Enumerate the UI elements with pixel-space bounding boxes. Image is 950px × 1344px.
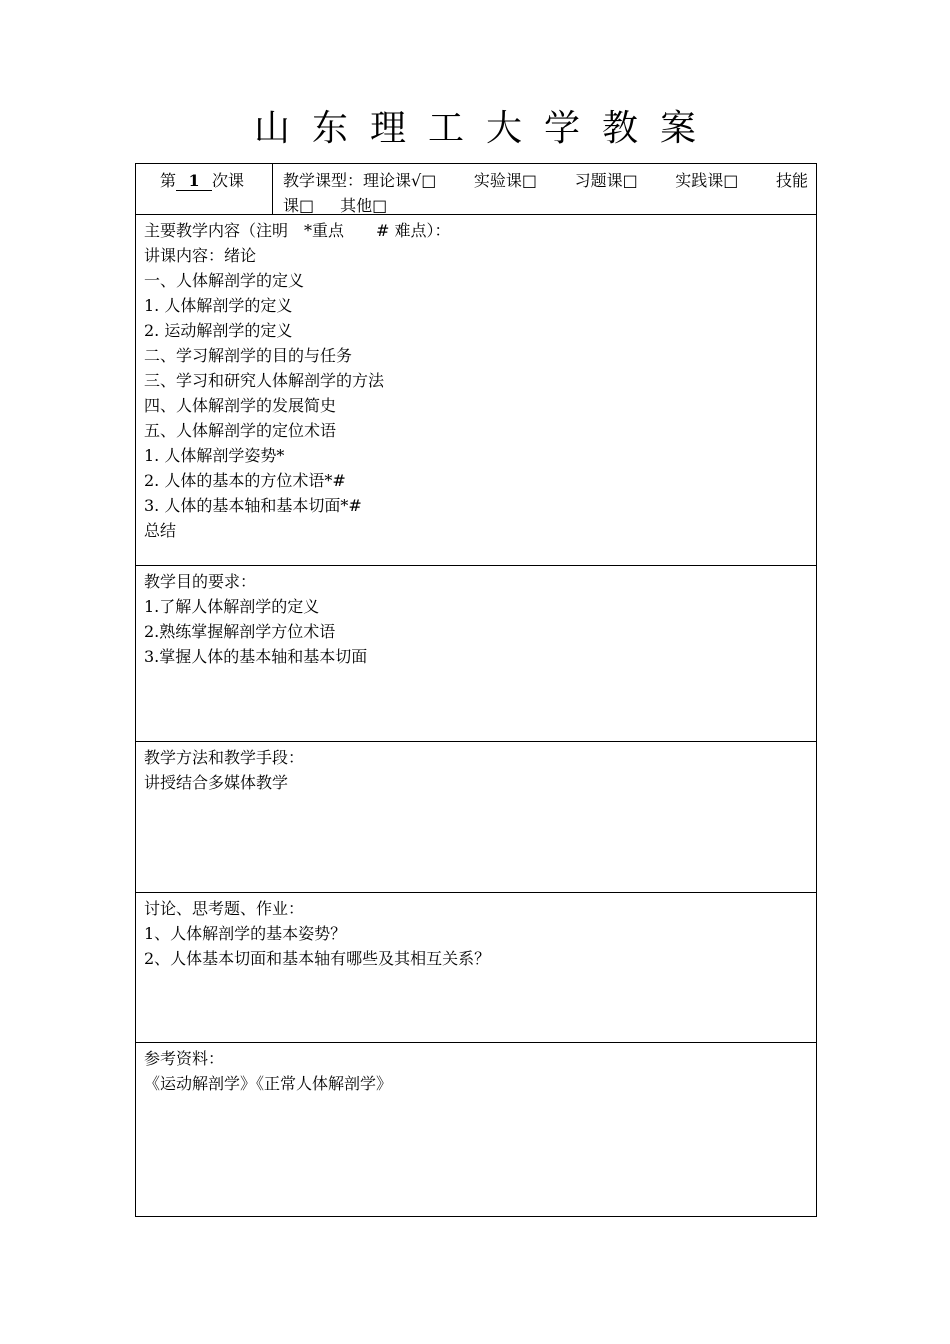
course-type-exercise: 习题课□ [574, 171, 638, 190]
section-heading: 讨论、思考题、作业： [144, 899, 305, 918]
content-line: 3.掌握人体的基本轴和基本切面 [144, 647, 368, 666]
course-type-lab: 实验课□ [473, 171, 538, 190]
lesson-plan-table [135, 163, 817, 1217]
content-line: 1. 人体解剖学的定义 [144, 296, 293, 315]
course-type-line-1 [283, 168, 808, 193]
section-heading: 主要教学内容（注明 *重点 # 难点）： [144, 221, 451, 240]
lesson-suffix: 次课 [212, 171, 245, 190]
content-line: 1、人体解剖学的基本姿势？ [144, 924, 347, 943]
content-line: 《运动解剖学》《正常人体解剖学》 [144, 1074, 393, 1093]
content-line: 2. 人体的基本的方位术语*# [144, 471, 346, 490]
content-line: 总结 [144, 521, 177, 540]
course-type-practice: 实践课□ [675, 171, 739, 190]
objectives-section [136, 565, 816, 741]
content-line: 2. 运动解剖学的定义 [144, 321, 293, 340]
content-line: 五、人体解剖学的定位术语 [144, 421, 337, 440]
section-heading: 教学方法和教学手段： [144, 748, 305, 767]
document-title: 山东理工大学教案 [253, 108, 718, 149]
content-line: 2.熟练掌握解剖学方位术语 [144, 622, 336, 641]
content-line: 1. 人体解剖学姿势* [144, 446, 285, 465]
course-type-other: 其他□ [340, 196, 388, 215]
discussion-section [136, 892, 816, 1042]
content-line: 一、人体解剖学的定义 [144, 271, 305, 290]
methods-section [136, 741, 816, 892]
course-type-theory: 理论课√□ [363, 171, 437, 190]
lesson-prefix: 第 [160, 171, 177, 190]
lesson-number: 1 [176, 172, 212, 191]
content-line: 1.了解人体解剖学的定义 [144, 597, 320, 616]
content-line: 三、学习和研究人体解剖学的方法 [144, 371, 385, 390]
content-line: 讲课内容：绪论 [144, 246, 257, 265]
references-section [136, 1042, 816, 1216]
course-type-label: 教学课型： [283, 171, 364, 190]
section-heading: 参考资料： [144, 1049, 225, 1068]
content-line: 二、学习解剖学的目的与任务 [144, 346, 353, 365]
content-line: 3. 人体的基本轴和基本切面*# [144, 496, 362, 515]
lesson-number-cell [136, 164, 273, 214]
main-content-section [136, 214, 816, 565]
course-type-cell [273, 164, 816, 214]
content-line: 讲授结合多媒体教学 [144, 773, 289, 792]
content-line: 2、人体基本切面和基本轴有哪些及其相互关系？ [144, 949, 491, 968]
header-row [136, 164, 816, 214]
course-type-skill: 技能 [775, 171, 808, 190]
section-heading: 教学目的要求： [144, 572, 257, 591]
course-type-skill-cont: 课□ [283, 196, 315, 215]
content-line: 四、人体解剖学的发展简史 [144, 396, 337, 415]
